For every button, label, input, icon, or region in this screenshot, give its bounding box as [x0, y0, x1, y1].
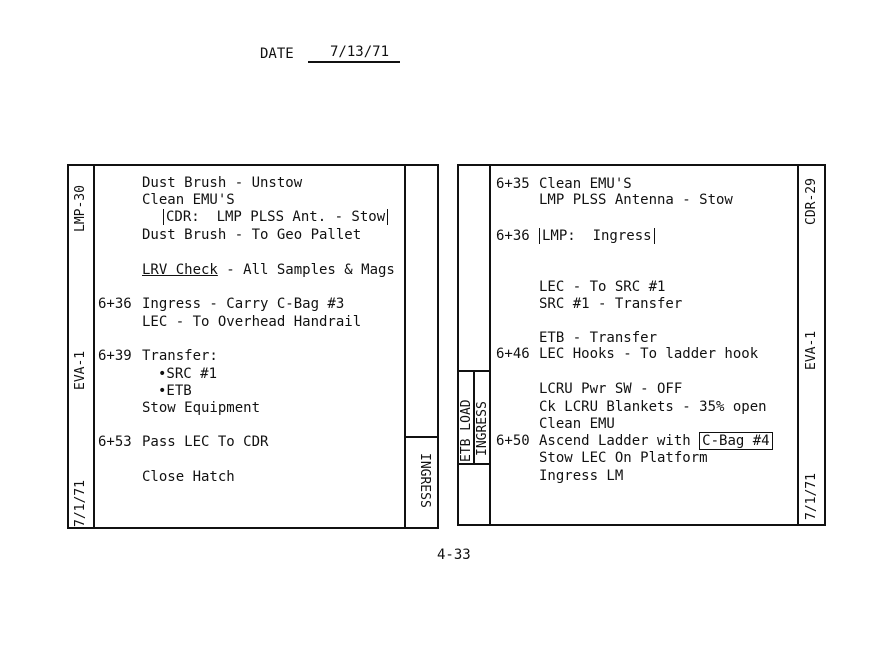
- line-text: - All Samples & Mags: [217, 262, 395, 278]
- right-time: 6+50: [496, 433, 530, 449]
- date-label: DATE: [260, 46, 294, 62]
- right-time: 6+36: [496, 228, 530, 244]
- left-time: 6+53: [98, 434, 132, 450]
- right-line: Clean EMU'S: [539, 176, 632, 192]
- underlined-text: LRV Check: [142, 262, 218, 278]
- right-time: 6+46: [496, 346, 530, 362]
- left-line: Ingress - Carry C-Bag #3: [142, 296, 345, 312]
- right-line: [539, 433, 773, 450]
- right-line: Stow LEC On Platform: [539, 450, 708, 466]
- bracketed-text: CDR: LMP PLSS Ant. - Stow: [163, 209, 388, 225]
- right-tab-etb-load: ETB LOAD: [459, 399, 474, 462]
- left-line-bracketed: [163, 209, 388, 226]
- right-tab-ingress: INGRESS: [475, 401, 490, 456]
- left-side-label-bottom: 7/1/71: [73, 480, 88, 527]
- right-line: SRC #1 - Transfer: [539, 296, 683, 312]
- left-card-tab-divider: [404, 164, 406, 529]
- right-card-side-divider: [797, 164, 799, 526]
- right-time: 6+35: [496, 176, 530, 192]
- left-side-label-top: LMP-30: [73, 185, 88, 232]
- left-line: [142, 262, 395, 279]
- right-side-label-mid: EVA-1: [804, 330, 819, 370]
- left-line: •SRC #1: [158, 366, 218, 382]
- left-line: Clean EMU'S: [142, 192, 235, 208]
- right-line: Ingress LM: [539, 468, 624, 484]
- boxed-text: C-Bag #4: [699, 432, 772, 450]
- left-line: Transfer:: [142, 348, 218, 364]
- page-number: 4-33: [437, 547, 471, 563]
- left-line: •ETB: [158, 383, 192, 399]
- right-line: ETB - Transfer: [539, 330, 658, 346]
- left-card-tab-separator: [404, 436, 439, 438]
- date-underline: [308, 61, 400, 63]
- left-line: Dust Brush - Unstow: [142, 175, 303, 191]
- right-card-tab-bottom: [457, 463, 489, 465]
- left-line: Stow Equipment: [142, 400, 261, 416]
- right-side-label-top: CDR-29: [804, 178, 819, 225]
- left-line: Pass LEC To CDR: [142, 434, 269, 450]
- bracketed-text: LMP: Ingress: [539, 228, 655, 244]
- right-line: LEC Hooks - To ladder hook: [539, 346, 759, 362]
- right-line-bracketed: [539, 228, 655, 245]
- right-side-label-bottom: 7/1/71: [804, 473, 819, 520]
- right-card-tab-divider: [489, 164, 491, 526]
- left-time: 6+39: [98, 348, 132, 364]
- left-line: Close Hatch: [142, 469, 235, 485]
- left-time: 6+36: [98, 296, 132, 312]
- left-line: Dust Brush - To Geo Pallet: [142, 227, 362, 243]
- right-line: LEC - To SRC #1: [539, 279, 666, 295]
- left-side-label-mid: EVA-1: [73, 350, 88, 390]
- left-card-side-divider: [93, 164, 95, 529]
- right-line: Clean EMU: [539, 416, 615, 432]
- line-text: Ascend Ladder with: [539, 433, 700, 449]
- date-value: 7/13/71: [330, 44, 390, 60]
- right-line: Ck LCRU Blankets - 35% open: [539, 399, 767, 415]
- left-line: LEC - To Overhead Handrail: [142, 314, 362, 330]
- left-tab-ingress: INGRESS: [417, 453, 432, 508]
- right-line: LMP PLSS Antenna - Stow: [539, 192, 733, 208]
- right-line: LCRU Pwr SW - OFF: [539, 381, 683, 397]
